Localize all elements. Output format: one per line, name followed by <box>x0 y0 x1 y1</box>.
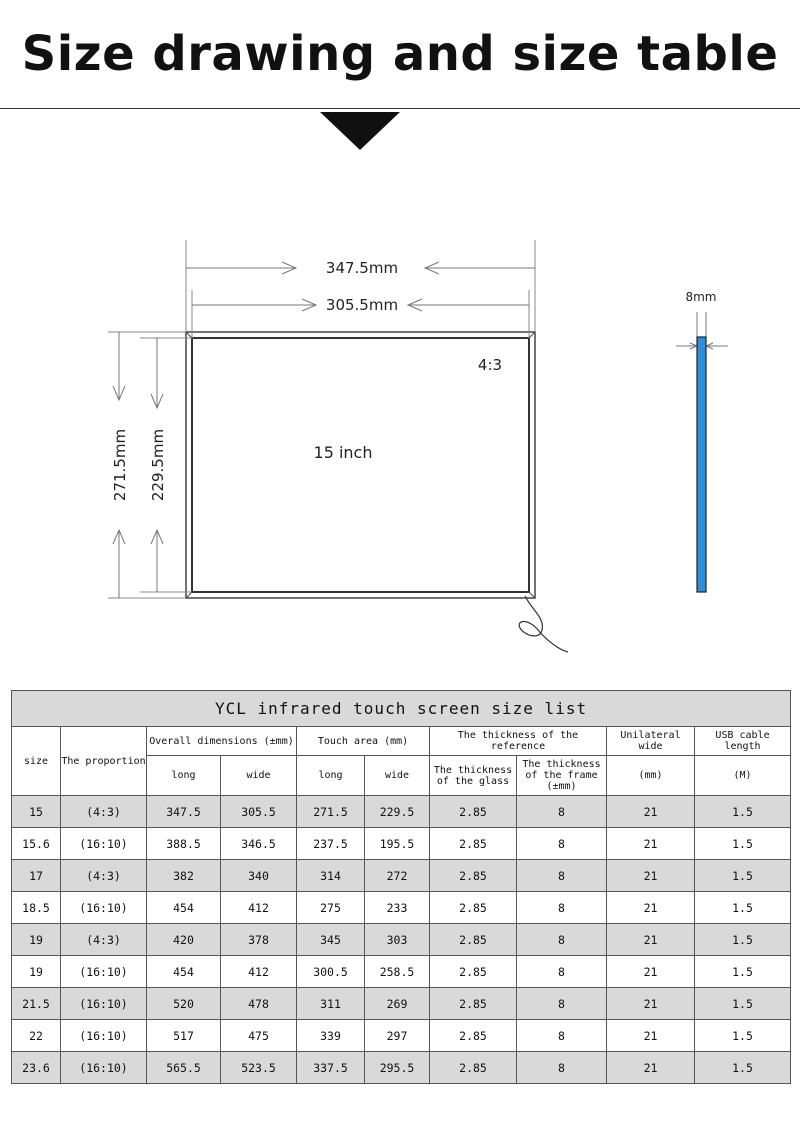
table-row <box>12 796 791 828</box>
header-proportion: The proportion <box>61 727 147 796</box>
table-row <box>12 1052 791 1084</box>
cell-frame-thickness: 8 <box>517 988 607 1020</box>
cell-unilateral-wide: 21 <box>607 860 695 892</box>
frame-inner <box>192 338 529 592</box>
cell-overall-wide: 475 <box>221 1020 297 1052</box>
cell-touch-long: 311 <box>297 988 365 1020</box>
table-caption: YCL infrared touch screen size list <box>12 691 791 727</box>
cell-size: 18.5 <box>12 892 61 924</box>
inner-width-label: 305.5mm <box>325 296 399 314</box>
cell-touch-long: 271.5 <box>297 796 365 828</box>
header-touch: Touch area (mm) <box>297 727 430 756</box>
cell-touch-wide: 233 <box>365 892 430 924</box>
cell-proportion: (4:3) <box>61 924 147 956</box>
cell-glass-thickness: 2.85 <box>430 796 517 828</box>
cell-size: 23.6 <box>12 1052 61 1084</box>
cell-frame-thickness: 8 <box>517 796 607 828</box>
cell-unilateral-wide: 21 <box>607 1020 695 1052</box>
table-row <box>12 956 791 988</box>
cell-touch-wide: 272 <box>365 860 430 892</box>
cell-glass-thickness: 2.85 <box>430 1020 517 1052</box>
pointer-triangle <box>320 112 400 150</box>
cell-glass-thickness: 2.85 <box>430 860 517 892</box>
cell-size: 15 <box>12 796 61 828</box>
outer-height-label: 271.5mm <box>111 428 129 502</box>
header-usb: USB cable length <box>695 727 791 756</box>
cell-touch-wide: 258.5 <box>365 956 430 988</box>
cell-proportion: (16:10) <box>61 1020 147 1052</box>
cell-frame-thickness: 8 <box>517 892 607 924</box>
cell-glass-thickness: 2.85 <box>430 1052 517 1084</box>
header-usb-unit: (M) <box>695 756 791 796</box>
table-body <box>12 796 791 1084</box>
header-overall-long: long <box>147 756 221 796</box>
cell-proportion: (16:10) <box>61 828 147 860</box>
cell-overall-long: 347.5 <box>147 796 221 828</box>
size-table-container <box>11 690 791 1084</box>
header-touch-long: long <box>297 756 365 796</box>
table-row <box>12 860 791 892</box>
cell-glass-thickness: 2.85 <box>430 828 517 860</box>
cell-size: 19 <box>12 924 61 956</box>
header-unilateral-unit: (mm) <box>607 756 695 796</box>
header-size: size <box>12 727 61 796</box>
header-overall: Overall dimensions (±mm) <box>147 727 297 756</box>
outer-width-label: 347.5mm <box>325 259 399 277</box>
table-row <box>12 1020 791 1052</box>
cell-proportion: (16:10) <box>61 956 147 988</box>
cell-proportion: (4:3) <box>61 860 147 892</box>
cell-unilateral-wide: 21 <box>607 892 695 924</box>
cell-proportion: (16:10) <box>61 892 147 924</box>
table-row <box>12 988 791 1020</box>
table-row <box>12 924 791 956</box>
cell-usb-length: 1.5 <box>695 988 791 1020</box>
size-label: 15 inch <box>313 443 373 462</box>
cell-touch-wide: 195.5 <box>365 828 430 860</box>
cell-overall-wide: 305.5 <box>221 796 297 828</box>
cell-glass-thickness: 2.85 <box>430 924 517 956</box>
cell-unilateral-wide: 21 <box>607 828 695 860</box>
cell-touch-long: 237.5 <box>297 828 365 860</box>
cell-usb-length: 1.5 <box>695 860 791 892</box>
cell-overall-wide: 340 <box>221 860 297 892</box>
cell-frame-thickness: 8 <box>517 1020 607 1052</box>
cell-touch-long: 339 <box>297 1020 365 1052</box>
cell-overall-long: 382 <box>147 860 221 892</box>
cell-overall-long: 454 <box>147 892 221 924</box>
cell-size: 17 <box>12 860 61 892</box>
header-touch-wide: wide <box>365 756 430 796</box>
cell-proportion: (16:10) <box>61 1052 147 1084</box>
cell-size: 21.5 <box>12 988 61 1020</box>
cell-overall-wide: 378 <box>221 924 297 956</box>
cell-size: 22 <box>12 1020 61 1052</box>
cell-touch-long: 275 <box>297 892 365 924</box>
cell-overall-wide: 478 <box>221 988 297 1020</box>
cell-overall-long: 517 <box>147 1020 221 1052</box>
usb-cable <box>519 596 568 652</box>
size-table <box>11 690 791 1084</box>
cell-overall-long: 520 <box>147 988 221 1020</box>
cell-glass-thickness: 2.85 <box>430 988 517 1020</box>
cell-proportion: (16:10) <box>61 988 147 1020</box>
cell-usb-length: 1.5 <box>695 1052 791 1084</box>
cell-frame-thickness: 8 <box>517 924 607 956</box>
cell-frame-thickness: 8 <box>517 1052 607 1084</box>
cell-usb-length: 1.5 <box>695 1020 791 1052</box>
cell-touch-wide: 269 <box>365 988 430 1020</box>
cell-touch-long: 314 <box>297 860 365 892</box>
cell-frame-thickness: 8 <box>517 828 607 860</box>
cell-size: 15.6 <box>12 828 61 860</box>
cell-usb-length: 1.5 <box>695 892 791 924</box>
cell-overall-long: 388.5 <box>147 828 221 860</box>
header-overall-wide: wide <box>221 756 297 796</box>
header-unilateral: Unilateral wide <box>607 727 695 756</box>
cell-touch-wide: 297 <box>365 1020 430 1052</box>
ratio-label: 4:3 <box>477 356 503 374</box>
cell-size: 19 <box>12 956 61 988</box>
cell-touch-long: 345 <box>297 924 365 956</box>
cell-unilateral-wide: 21 <box>607 988 695 1020</box>
cell-usb-length: 1.5 <box>695 956 791 988</box>
cell-overall-wide: 346.5 <box>221 828 297 860</box>
inner-height-label: 229.5mm <box>149 428 167 502</box>
table-row <box>12 892 791 924</box>
cell-touch-long: 300.5 <box>297 956 365 988</box>
cell-touch-wide: 295.5 <box>365 1052 430 1084</box>
header-thickness-ref: The thickness of the reference <box>430 727 607 756</box>
cell-overall-wide: 523.5 <box>221 1052 297 1084</box>
cell-unilateral-wide: 21 <box>607 956 695 988</box>
cell-glass-thickness: 2.85 <box>430 956 517 988</box>
cell-unilateral-wide: 21 <box>607 796 695 828</box>
page-title: Size drawing and size table <box>21 26 779 82</box>
cell-overall-long: 420 <box>147 924 221 956</box>
cell-frame-thickness: 8 <box>517 860 607 892</box>
cell-touch-long: 337.5 <box>297 1052 365 1084</box>
glass-side-view <box>697 337 706 592</box>
cell-unilateral-wide: 21 <box>607 924 695 956</box>
thickness-label: 8mm <box>685 290 717 304</box>
cell-frame-thickness: 8 <box>517 956 607 988</box>
cell-proportion: (4:3) <box>61 796 147 828</box>
cell-overall-long: 454 <box>147 956 221 988</box>
table-row <box>12 828 791 860</box>
cell-touch-wide: 303 <box>365 924 430 956</box>
cell-overall-wide: 412 <box>221 956 297 988</box>
header-frame: The thickness of the frame (±mm) <box>517 756 607 796</box>
cell-overall-long: 565.5 <box>147 1052 221 1084</box>
cell-usb-length: 1.5 <box>695 828 791 860</box>
cell-usb-length: 1.5 <box>695 924 791 956</box>
cell-glass-thickness: 2.85 <box>430 892 517 924</box>
cell-touch-wide: 229.5 <box>365 796 430 828</box>
cell-unilateral-wide: 21 <box>607 1052 695 1084</box>
cell-overall-wide: 412 <box>221 892 297 924</box>
cell-usb-length: 1.5 <box>695 796 791 828</box>
header-glass: The thickness of the glass <box>430 756 517 796</box>
